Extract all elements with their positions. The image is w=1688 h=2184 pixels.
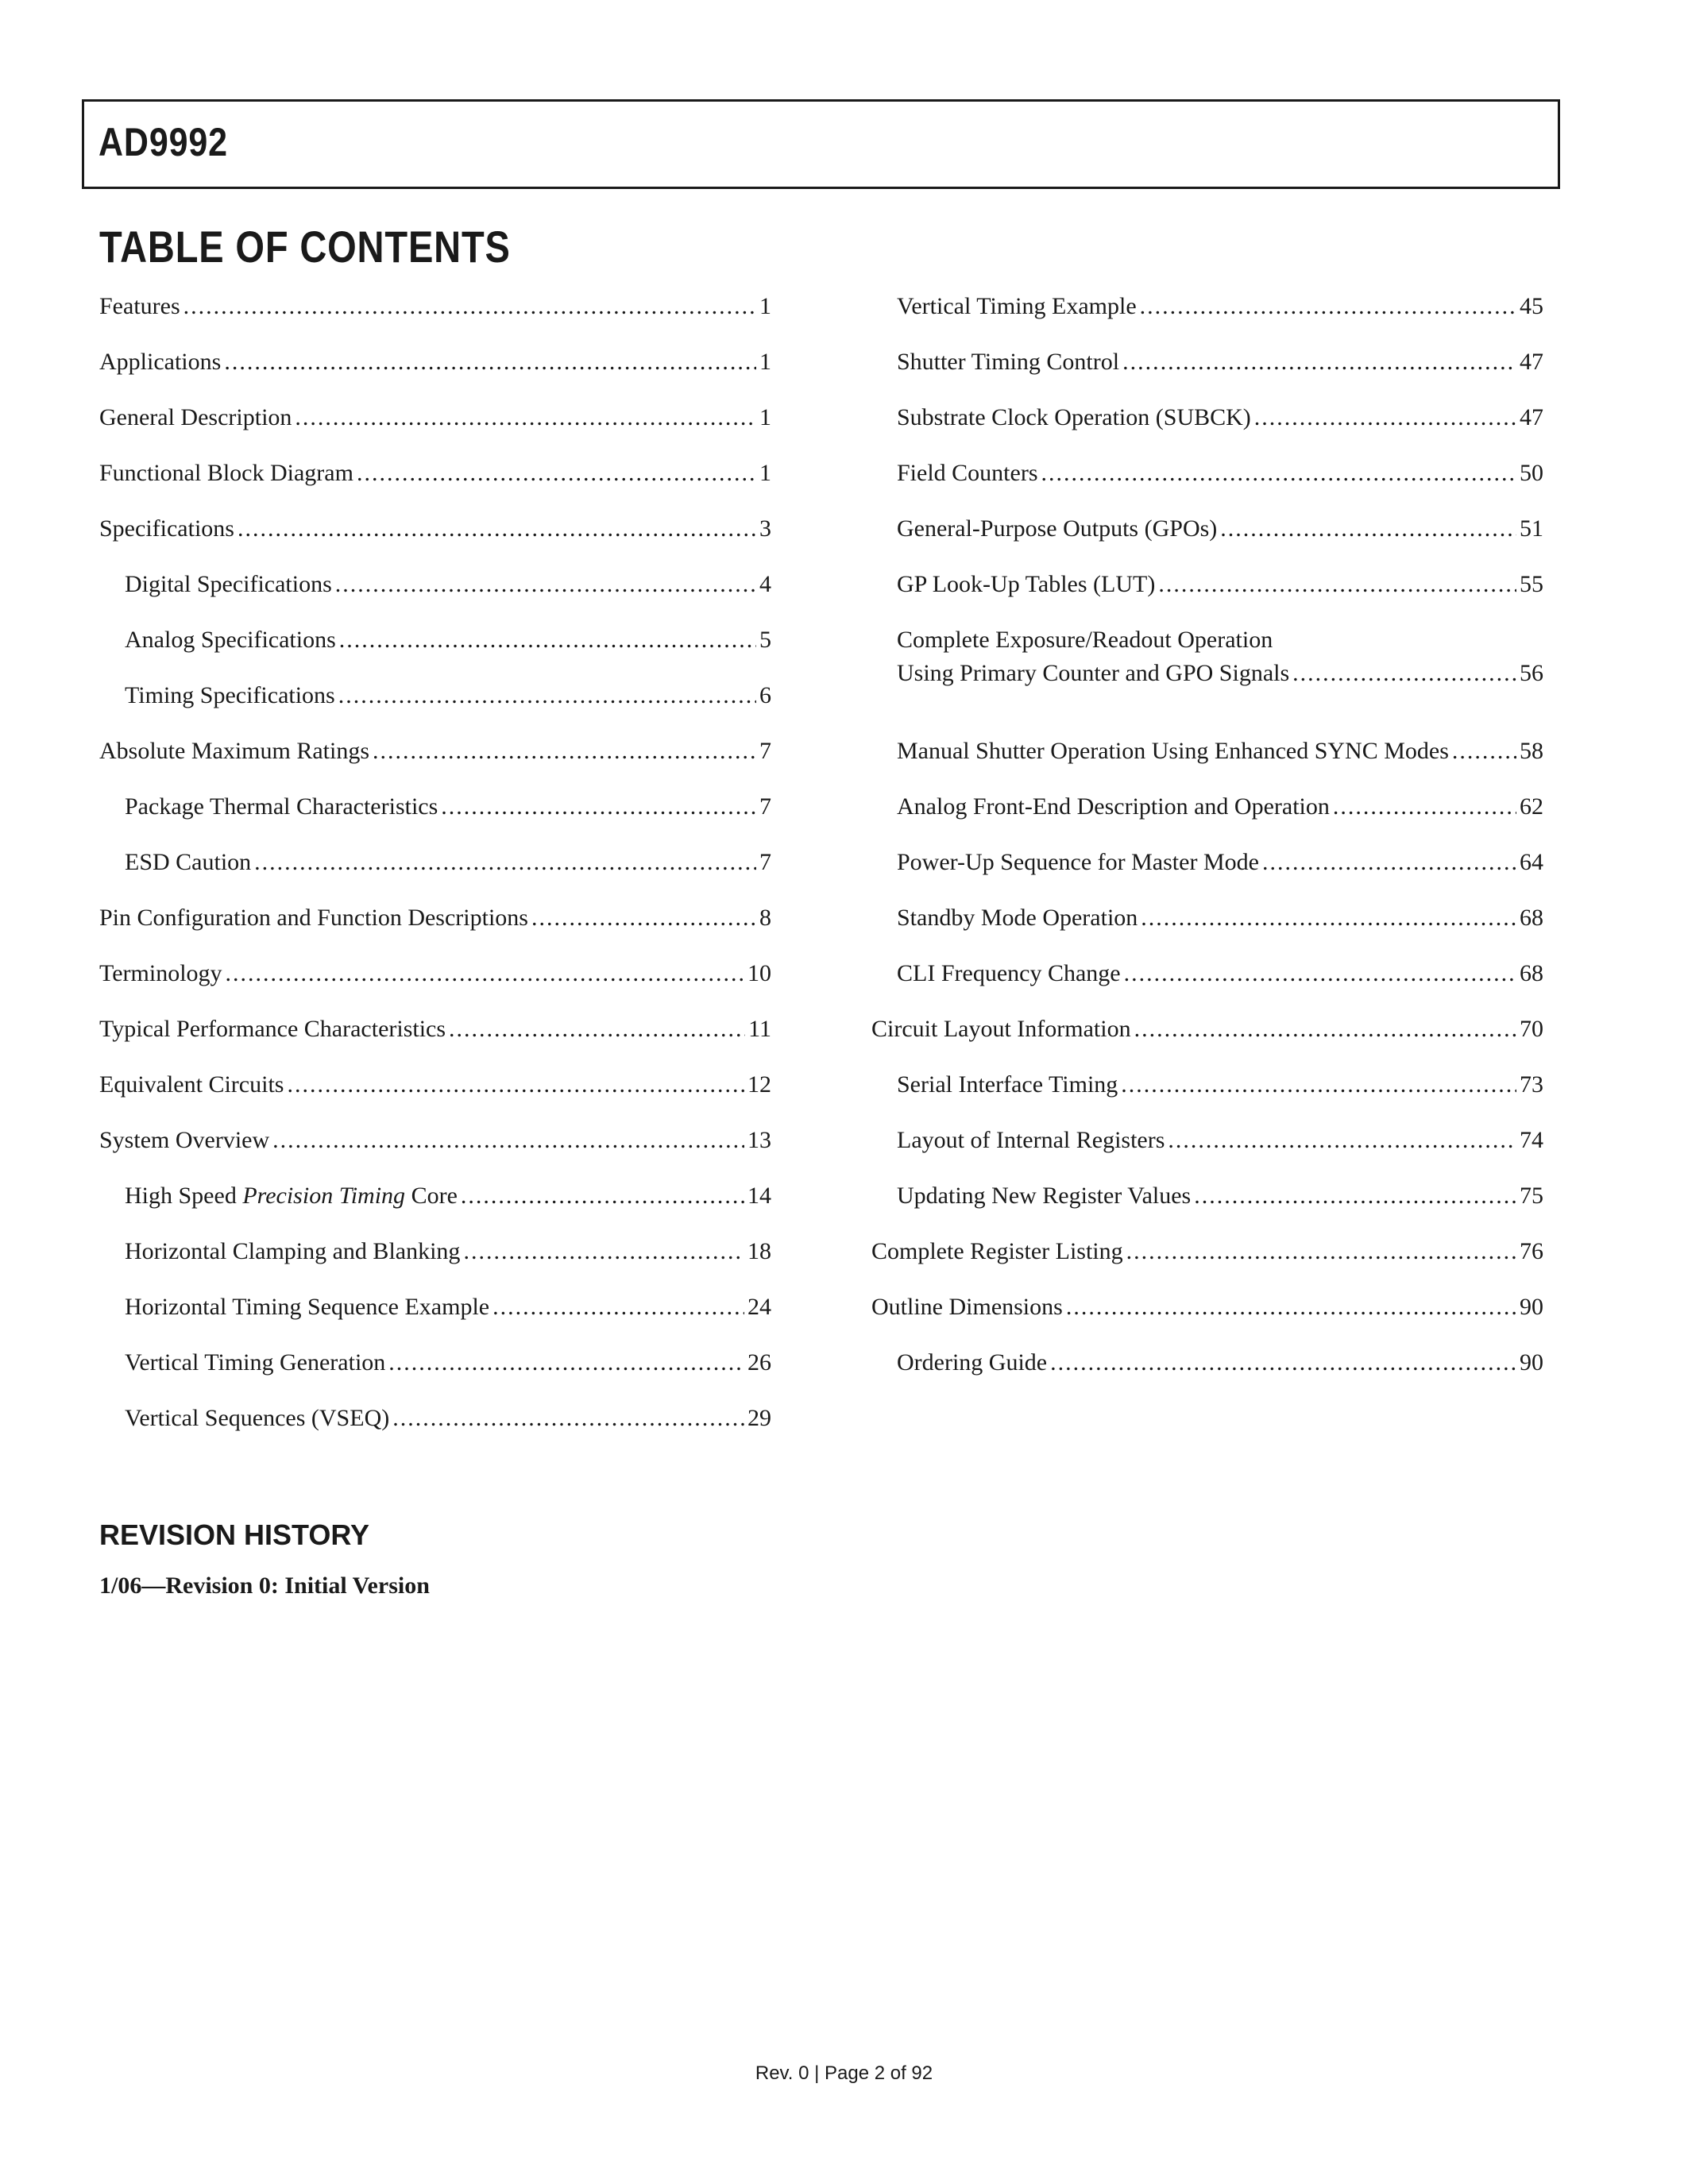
toc-entry-title: Equivalent Circuits (99, 1071, 284, 1098)
dot-leader (1292, 657, 1516, 690)
toc-entry[interactable] (871, 1346, 1543, 1402)
toc-entry[interactable] (99, 401, 771, 457)
toc-entry-title: Manual Shutter Operation Using Enhanced SYNC Modes (897, 738, 1449, 764)
toc-entry[interactable] (99, 679, 771, 735)
toc-page-number: 64 (1520, 849, 1543, 875)
toc-entry[interactable] (871, 846, 1543, 901)
dot-leader (1066, 1291, 1516, 1324)
toc-entry-title: Analog Front-End Description and Operation (897, 793, 1330, 820)
toc-page-number: 1 (759, 293, 771, 319)
dot-leader (357, 457, 756, 490)
toc-page-number: 10 (747, 960, 771, 986)
toc-entry-title: Power-Up Sequence for Master Mode (897, 849, 1259, 875)
dot-leader (1254, 401, 1516, 434)
toc-page-number: 26 (747, 1349, 771, 1376)
dot-leader (1121, 1068, 1516, 1102)
toc-entry[interactable] (99, 1179, 771, 1235)
toc-entry[interactable] (99, 290, 771, 345)
dot-leader (373, 735, 756, 768)
revision-entry: 1/06—Revision 0: Initial Version (99, 1572, 430, 1599)
toc-entry-title: Ordering Guide (897, 1349, 1048, 1376)
dot-leader (254, 846, 756, 879)
toc-entry[interactable] (99, 957, 771, 1013)
toc-entry[interactable] (99, 1346, 771, 1402)
toc-entry[interactable] (99, 1124, 771, 1179)
dot-leader (339, 623, 756, 657)
toc-left-column (99, 290, 771, 1457)
dot-leader (1168, 1124, 1516, 1157)
toc-entry-title: Complete Register Listing (871, 1238, 1123, 1264)
toc-page-number: 11 (748, 1016, 771, 1042)
dot-leader (461, 1179, 744, 1213)
toc-entry[interactable] (99, 623, 771, 679)
toc-entry-title: Vertical Timing Generation (125, 1349, 386, 1376)
toc-entry[interactable] (99, 1068, 771, 1124)
toc-entry[interactable] (871, 1291, 1543, 1346)
toc-entry-title: Serial Interface Timing (897, 1071, 1118, 1098)
toc-entry[interactable] (871, 345, 1543, 401)
toc-entry[interactable] (871, 901, 1543, 957)
toc-page-number: 18 (747, 1238, 771, 1264)
toc-entry[interactable] (871, 290, 1543, 345)
dot-leader (335, 568, 756, 601)
toc-entry-title: Vertical Timing Example (897, 293, 1137, 319)
toc-entry[interactable] (871, 1013, 1543, 1068)
toc-page-number: 73 (1520, 1071, 1543, 1098)
dot-leader (531, 901, 756, 935)
toc-page-number: 90 (1520, 1294, 1543, 1320)
page-footer: Rev. 0 | Page 2 of 92 (755, 2062, 933, 2084)
toc-entry-title: Timing Specifications (125, 682, 335, 708)
toc-entry-title: Outline Dimensions (871, 1294, 1063, 1320)
toc-entry[interactable] (99, 846, 771, 901)
dot-leader (1050, 1346, 1516, 1379)
dot-leader (1134, 1013, 1516, 1046)
toc-entry[interactable] (871, 735, 1543, 790)
toc-entry[interactable] (99, 457, 771, 512)
toc-page-number: 47 (1520, 404, 1543, 430)
toc-entry-title: General Description (99, 404, 292, 430)
toc-entry-title: Horizontal Timing Sequence Example (125, 1294, 490, 1320)
toc-entry[interactable] (871, 1124, 1543, 1179)
dot-leader (1140, 290, 1516, 323)
toc-page-number: 51 (1520, 515, 1543, 542)
toc-entry[interactable] (99, 1235, 771, 1291)
dot-leader (1041, 457, 1517, 490)
toc-page-number: 50 (1520, 460, 1543, 486)
toc-entry-title: Specifications (99, 515, 234, 542)
dot-leader (463, 1235, 744, 1268)
dot-leader (1333, 790, 1516, 824)
toc-page-number: 45 (1520, 293, 1543, 319)
toc-page-number: 8 (759, 905, 771, 931)
toc-page-number: 12 (747, 1071, 771, 1098)
toc-page-number: 68 (1520, 960, 1543, 986)
toc-page-number: 5 (759, 627, 771, 653)
toc-right-column (871, 290, 1543, 1402)
toc-entry[interactable] (871, 623, 1543, 735)
toc-entry[interactable] (99, 512, 771, 568)
toc-page-number: 62 (1520, 793, 1543, 820)
dot-leader (1141, 901, 1516, 935)
dot-leader (492, 1291, 744, 1324)
toc-entry[interactable] (871, 568, 1543, 623)
toc-entry-title: Pin Configuration and Function Descriptions (99, 905, 528, 931)
dot-leader (1452, 735, 1516, 768)
toc-entry[interactable] (99, 1402, 771, 1457)
dot-leader (1262, 846, 1516, 879)
toc-entry[interactable] (871, 401, 1543, 457)
toc-entry[interactable] (99, 345, 771, 401)
dot-leader (1158, 568, 1516, 601)
revision-history-heading: REVISION HISTORY (99, 1518, 370, 1551)
toc-entry-title: Standby Mode Operation (897, 905, 1138, 931)
toc-entry-title: Using Primary Counter and GPO Signals (897, 660, 1290, 686)
toc-entry-title: High Speed Precision Timing Core (125, 1183, 458, 1209)
dot-leader (226, 957, 744, 990)
toc-entry-title: Field Counters (897, 460, 1038, 486)
toc-page-number: 3 (759, 515, 771, 542)
toc-entry[interactable] (871, 790, 1543, 846)
toc-page-number: 7 (759, 738, 771, 764)
toc-page-number: 13 (747, 1127, 771, 1153)
toc-page-number: 24 (747, 1294, 771, 1320)
toc-entry-title: Analog Specifications (125, 627, 336, 653)
toc-page-number: 75 (1520, 1183, 1543, 1209)
toc-page-number: 1 (759, 404, 771, 430)
toc-entry-title: Features (99, 293, 180, 319)
toc-page-number: 7 (759, 793, 771, 820)
dot-leader (1122, 345, 1516, 379)
toc-page-number: 1 (759, 460, 771, 486)
toc-page-number: 4 (759, 571, 771, 597)
toc-page-number: 70 (1520, 1016, 1543, 1042)
toc-entry[interactable] (871, 1179, 1543, 1235)
toc-page-number: 74 (1520, 1127, 1543, 1153)
toc-entry[interactable] (99, 568, 771, 623)
toc-page-number: 14 (747, 1183, 771, 1209)
dot-leader (1126, 1235, 1516, 1268)
toc-entry[interactable] (871, 512, 1543, 568)
toc-title: TABLE OF CONTENTS (99, 222, 511, 272)
toc-entry-title: Functional Block Diagram (99, 460, 353, 486)
dot-leader (287, 1068, 744, 1102)
toc-page-number: 1 (759, 349, 771, 375)
dot-leader (1220, 512, 1516, 546)
toc-page-number: 47 (1520, 349, 1543, 375)
dot-leader (449, 1013, 745, 1046)
dot-leader (392, 1402, 744, 1435)
dot-leader (183, 290, 756, 323)
toc-entry-title: Shutter Timing Control (897, 349, 1120, 375)
dot-leader (238, 512, 756, 546)
toc-entry-title: Terminology (99, 960, 222, 986)
toc-entry-title: Vertical Sequences (VSEQ) (125, 1405, 390, 1431)
toc-page-number: 29 (747, 1405, 771, 1431)
part-number: AD9992 (98, 120, 228, 164)
toc-entry[interactable] (871, 957, 1543, 1013)
toc-page-number: 76 (1520, 1238, 1543, 1264)
toc-page-number: 56 (1520, 660, 1543, 686)
toc-entry[interactable] (99, 1291, 771, 1346)
dot-leader (1194, 1179, 1516, 1213)
header-box (82, 99, 1560, 189)
toc-entry-title: General-Purpose Outputs (GPOs) (897, 515, 1218, 542)
toc-entry[interactable] (99, 901, 771, 957)
dot-leader (441, 790, 756, 824)
toc-page-number: 68 (1520, 905, 1543, 931)
toc-entry[interactable] (99, 735, 771, 790)
toc-entry-title: Absolute Maximum Ratings (99, 738, 369, 764)
toc-entry[interactable] (871, 457, 1543, 512)
toc-entry[interactable] (871, 1068, 1543, 1124)
toc-page-number: 6 (759, 682, 771, 708)
toc-entry-title: Horizontal Clamping and Blanking (125, 1238, 461, 1264)
dot-leader (1124, 957, 1516, 990)
toc-entry-title: Applications (99, 349, 222, 375)
toc-page-number: 58 (1520, 738, 1543, 764)
toc-entry-title: GP Look-Up Tables (LUT) (897, 571, 1156, 597)
dot-leader (388, 1346, 744, 1379)
toc-entry-title: Package Thermal Characteristics (125, 793, 438, 820)
dot-leader (295, 401, 756, 434)
toc-entry-title: System Overview (99, 1127, 270, 1153)
toc-entry-title: Digital Specifications (125, 571, 332, 597)
dot-leader (338, 679, 756, 712)
dot-leader (224, 345, 756, 379)
dot-leader (272, 1124, 744, 1157)
toc-entry[interactable] (99, 1013, 771, 1068)
toc-entry-title: ESD Caution (125, 849, 252, 875)
toc-entry-title: Layout of Internal Registers (897, 1127, 1165, 1153)
toc-entry-title: Circuit Layout Information (871, 1016, 1131, 1042)
toc-entry-title-line1: Complete Exposure/Readout Operation (897, 627, 1273, 653)
toc-entry-title: Updating New Register Values (897, 1183, 1192, 1209)
toc-entry-title: Typical Performance Characteristics (99, 1016, 446, 1042)
toc-page-number: 7 (759, 849, 771, 875)
toc-entry[interactable] (99, 790, 771, 846)
toc-page-number: 90 (1520, 1349, 1543, 1376)
toc-entry[interactable] (871, 1235, 1543, 1291)
toc-page-number: 55 (1520, 571, 1543, 597)
toc-entry-title: Substrate Clock Operation (SUBCK) (897, 404, 1251, 430)
toc-entry-title: CLI Frequency Change (897, 960, 1121, 986)
